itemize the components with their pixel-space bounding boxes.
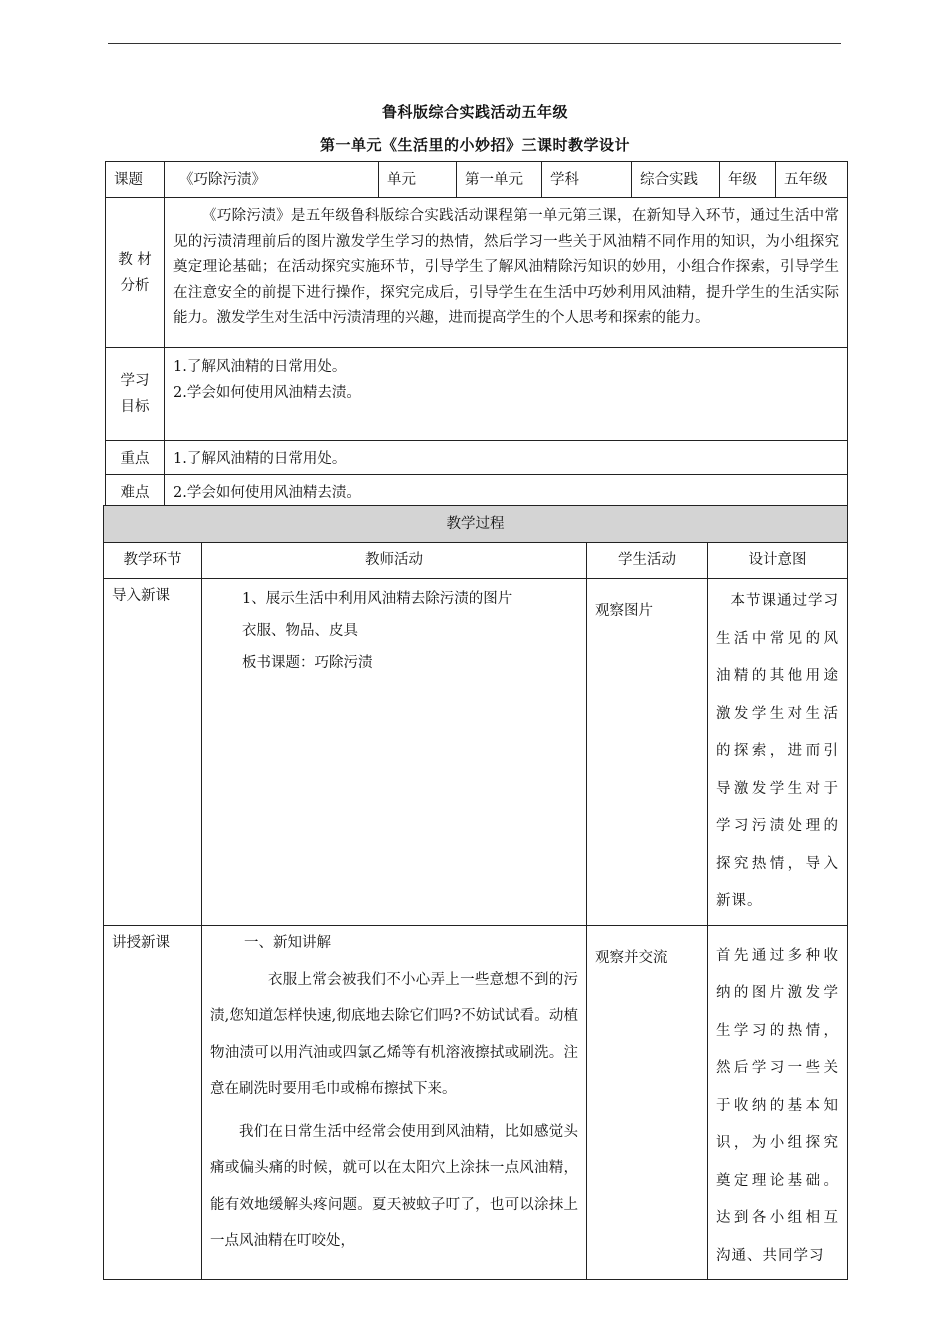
- goal-item: 2.学会如何使用风油精去渍。: [173, 385, 361, 401]
- goal-item: 1.了解风油精的日常用处。: [173, 359, 347, 375]
- unit-value: 第一单元: [457, 162, 542, 198]
- teacher-heading: 一、新知讲解: [244, 934, 331, 951]
- analysis-label: [106, 198, 165, 348]
- goals-list: [165, 348, 848, 441]
- teacher-line: 板书课题：巧除污渍: [242, 655, 373, 671]
- header-teacher: 教师活动: [202, 543, 587, 579]
- key-point-text: 1.了解风油精的日常用处。: [165, 441, 848, 475]
- design-intent-intro: [708, 579, 848, 926]
- student-activity-new-lesson: 观察并交流: [587, 925, 708, 1280]
- unit-label: 单元: [379, 162, 457, 198]
- subject-label: 学科: [542, 162, 632, 198]
- process-title: 教学过程: [104, 506, 848, 543]
- topic-label: 课题: [106, 162, 165, 198]
- subject-value: 综合实践: [632, 162, 720, 198]
- goals-label-line1: 学习: [120, 373, 150, 389]
- teacher-line: 衣服、物品、皮具: [242, 623, 358, 639]
- stage-intro: 导入新课: [104, 579, 202, 926]
- grade-value: 五年级: [776, 162, 848, 198]
- stage-new-lesson: 讲授新课: [104, 925, 202, 1280]
- analysis-label-line1: 教 材: [118, 251, 152, 268]
- goals-label-line2: 目标: [120, 399, 150, 415]
- teacher-activity-new-lesson: [202, 925, 587, 1280]
- teacher-paragraph: 衣服上常会被我们不小心弄上一些意想不到的污渍,您知道怎样快速,彻底地去除它们吗?不妨试试看。动植物油渍可以用汽油或四氯乙烯等有机溶液擦拭或刷洗。注意在刷洗时要用毛巾或棉布擦拭下来。: [210, 971, 578, 1097]
- design-intent-new-lesson: 首先通过多种收纳的图片激发学生学习的热情，然后学习一些关于收纳的基本知识，为小组探究奠定理论基础。达到各小组相互沟通、共同学习: [708, 925, 848, 1280]
- lesson-info-table: [105, 161, 848, 509]
- teacher-paragraph: 我们在日常生活中经常会使用到风油精，比如感觉头痛或偏头痛的时候，就可以在太阳穴上涂抹一点风油精，能有效地缓解头疼问题。夏天被蚊子叮了，也可以涂抹上一点风油精在叮咬处，: [210, 1123, 578, 1249]
- key-point-label: 重点: [106, 441, 165, 475]
- teaching-process-table: [103, 505, 848, 1280]
- teacher-line: 1、展示生活中利用风油精去除污渍的图片: [242, 591, 513, 607]
- document-subtitle: 第一单元《生活里的小妙招》三课时教学设计: [319, 136, 630, 154]
- goals-label: [106, 348, 165, 441]
- difficulty-label: 难点: [106, 475, 165, 509]
- document-title: 鲁科版综合实践活动五年级: [381, 103, 568, 121]
- intent-text: 本节课通过学习生活中常见的风油精的其他用途激发学生对生活的探索，进而引导激发学生对于学习污渍处理的探究热情，导入新课。: [716, 593, 839, 909]
- header-student: 学生活动: [587, 543, 708, 579]
- header-stage: 教学环节: [104, 543, 202, 579]
- difficulty-text: 2.学会如何使用风油精去渍。: [165, 475, 848, 509]
- grade-label: 年级: [720, 162, 776, 198]
- header-rule: [108, 43, 841, 44]
- analysis-label-line2: 分析: [120, 277, 150, 294]
- header-intent: 设计意图: [708, 543, 848, 579]
- analysis-text: 《巧除污渍》是五年级鲁科版综合实践活动课程第一单元第三课，在新知导入环节，通过生活中常见的污渍清理前后的图片激发学生学习的热情，然后学习一些关于风油精不同作用的知识，为小组探究奠定理论基础；在活动探究实施环节，引导学生了解风油精除污知识的妙用，小组合作探索，引导学生在注意安全的前提下进行操作，探究完成后，引导学生在生活中巧妙利用风油精，提升学生的生活实际能力。激发学生对生活中污渍清理的兴趣，进而提高学生的个人思考和探索的能力。: [165, 198, 848, 348]
- teacher-activity-intro: [202, 579, 587, 926]
- topic-value: 《巧除污渍》: [165, 162, 379, 198]
- student-activity-intro: 观察图片: [587, 579, 708, 926]
